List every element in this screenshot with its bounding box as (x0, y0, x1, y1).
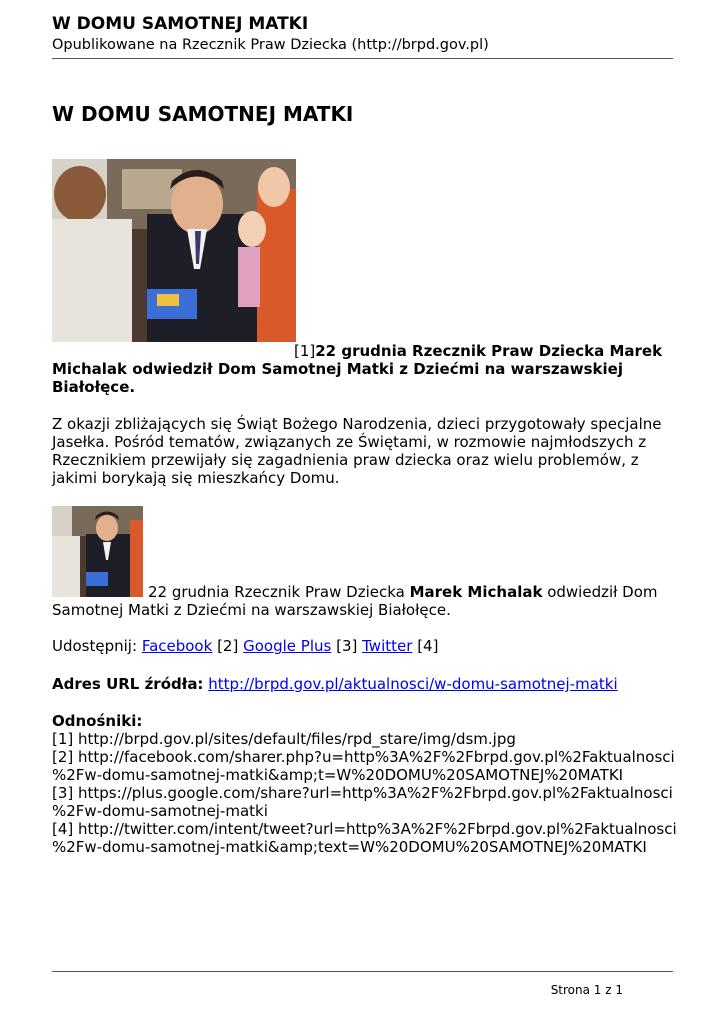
source-row (52, 675, 682, 693)
twitter-link[interactable]: Twitter (362, 637, 413, 655)
reference-line: [1] http://brpd.gov.pl/sites/default/files/rpd_stare/img/dsm.jpg (52, 730, 516, 748)
caption-bold-name: Marek Michalak (409, 583, 543, 601)
article-photo (52, 159, 296, 342)
source-url-link[interactable]: http://brpd.gov.pl/aktualnosci/w-domu-samotnej-matki (208, 675, 618, 693)
caption-text-start: 22 grudnia Rzecznik Praw Dziecka (148, 583, 410, 601)
footer-divider (52, 971, 673, 972)
body-paragraph: Z okazji zbliżających się Świąt Bożego Narodzenia, dzieci przygotowały specjalne Jasełka. Pośród tematów, związanych ze Świętami, w rozmowie najmłodszych z Rzecznikiem przewijały się zagadnienia praw dziecka oraz wielu problemów, z jakimi borykają się mieszkańcy Domu. (52, 415, 662, 487)
google-plus-ref: [3] (336, 637, 358, 655)
header-subtitle: Opublikowane na Rzecznik Praw Dziecka (http://brpd.gov.pl) (52, 37, 489, 53)
share-row (52, 637, 682, 655)
share-label: Udostępnij: (52, 637, 138, 655)
page-number: Strona 1 z 1 (550, 983, 623, 997)
facebook-link[interactable]: Facebook (141, 637, 213, 655)
header-title: W DOMU SAMOTNEJ MATKI (52, 14, 309, 34)
reference-line: [3] https://plus.google.com/share?url=http%3A%2F%2Fbrpd.gov.pl%2Faktualnosci (52, 784, 673, 802)
caption-text-end: odwiedził Dom Samotnej Matki z Dziećmi na warszawskiej Białołęce. (52, 583, 658, 619)
lead-paragraph (52, 342, 682, 396)
references-heading: Odnośniki: (52, 712, 143, 730)
reference-line: [4] http://twitter.com/intent/tweet?url=http%3A%2F%2Fbrpd.gov.pl%2Faktualnosci (52, 820, 677, 838)
reference-line: %2Fw-domu-samotnej-matki&amp;text=W%20DOMU%20SAMOTNEJ%20MATKI (52, 838, 647, 856)
google-plus-link[interactable]: Google Plus (243, 637, 332, 655)
twitter-ref: [4] (417, 637, 439, 655)
lead-bold-text: 22 grudnia Rzecznik Praw Dziecka Marek Michalak odwiedził Dom Samotnej Matki z Dziećmi na warszawskiej Białołęce. (52, 342, 663, 396)
article-title: W DOMU SAMOTNEJ MATKI (52, 102, 354, 126)
facebook-ref: [2] (217, 637, 239, 655)
image-ref: [1] (294, 342, 316, 360)
reference-line: [2] http://facebook.com/sharer.php?u=http%3A%2F%2Fbrpd.gov.pl%2Faktualnosci (52, 748, 675, 766)
references-section (52, 712, 682, 856)
header-divider (52, 58, 673, 59)
reference-line: %2Fw-domu-samotnej-matki&amp;t=W%20DOMU%20SAMOTNEJ%20MATKI (52, 766, 624, 784)
caption-paragraph (52, 583, 682, 619)
reference-line: %2Fw-domu-samotnej-matki (52, 802, 268, 820)
source-label: Adres URL źródła: (52, 675, 204, 693)
